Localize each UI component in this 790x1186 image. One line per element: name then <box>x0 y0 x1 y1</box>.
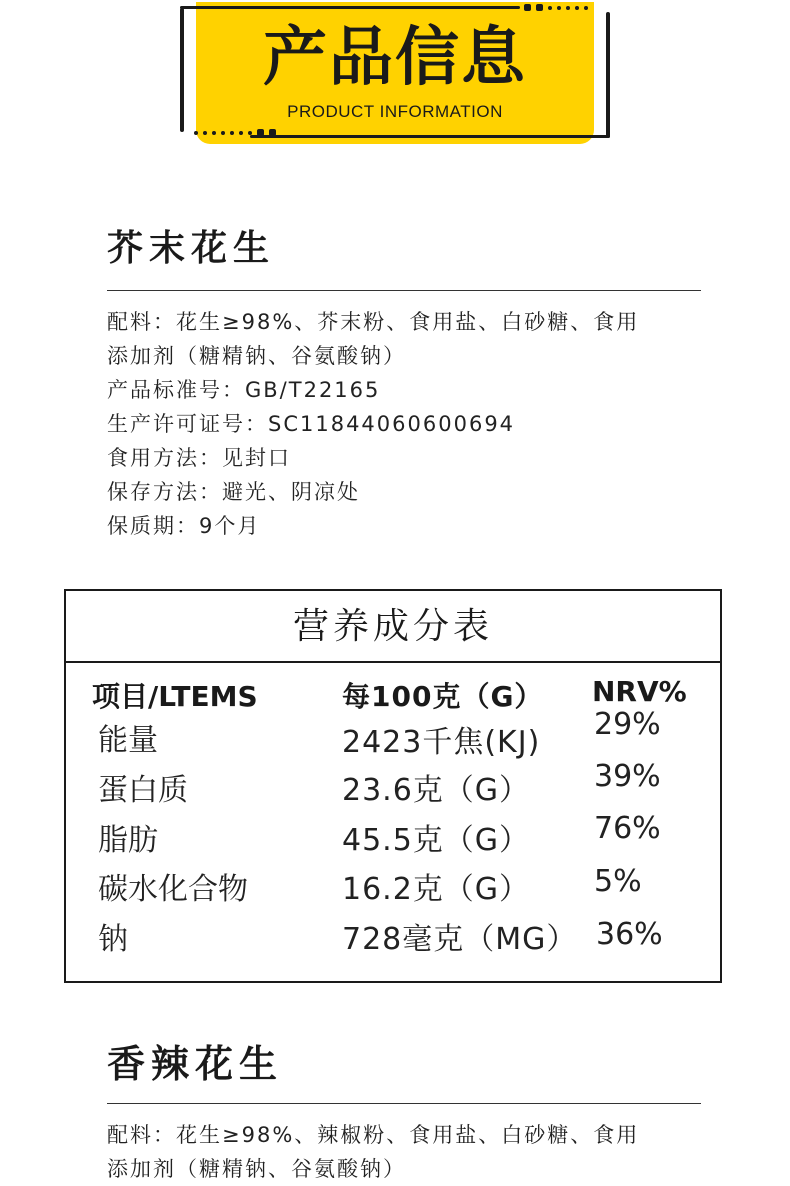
nutrition-row-carbs <box>66 864 720 908</box>
nutrition-row-fat <box>66 811 720 859</box>
info-ingredients-line2: 添加剂（糖精钠、谷氨酸钠） <box>107 1157 406 1181</box>
header-badge <box>180 0 610 150</box>
nutrition-row-sodium <box>66 914 720 958</box>
row-amount: 45.5克（G） <box>342 823 531 858</box>
page-title: 产品信息 <box>263 21 527 95</box>
header-per-100g: 每100克（G） <box>342 680 544 713</box>
row-item: 钠 <box>98 922 128 957</box>
page-subtitle: PRODUCT INFORMATION <box>287 102 503 121</box>
header-nrv: NRV% <box>592 675 687 708</box>
info-license: 生产许可证号：SC11844060600694 <box>107 412 516 436</box>
row-item: 蛋白质 <box>98 773 188 808</box>
nutrition-table <box>64 589 722 983</box>
product-info <box>107 305 701 543</box>
product-info <box>107 1118 701 1186</box>
info-ingredients-line2: 添加剂（糖精钠、谷氨酸钠） <box>107 344 406 368</box>
row-nrv: 29% <box>594 707 661 742</box>
header-item: 项目/LTEMS <box>92 680 258 713</box>
product-name: 芥末花生 <box>107 228 276 269</box>
nutrition-row-protein <box>66 759 720 809</box>
row-item: 脂肪 <box>98 823 158 858</box>
row-amount: 16.2克（G） <box>342 872 531 907</box>
nutrition-table-title: 营养成分表 <box>66 591 720 663</box>
info-standard: 产品标准号：GB/T22165 <box>107 378 381 402</box>
row-nrv: 39% <box>594 759 661 794</box>
info-ingredients-line1: 配料：花生≥98%、芥末粉、食用盐、白砂糖、食用 <box>107 310 640 334</box>
badge-frame-bottom <box>250 135 610 138</box>
product-name: 香辣花生 <box>107 1042 284 1086</box>
badge-dots-bottom <box>194 129 276 136</box>
info-ingredients-line1: 配料：花生≥98%、辣椒粉、食用盐、白砂糖、食用 <box>107 1123 640 1147</box>
product-section-mustard <box>107 226 701 543</box>
info-shelf-life: 保质期：9个月 <box>107 514 261 538</box>
row-item: 碳水化合物 <box>98 872 248 907</box>
row-amount: 23.6克（G） <box>342 773 531 808</box>
nutrition-table-header <box>66 675 720 711</box>
product-section-spicy <box>107 1041 701 1186</box>
divider <box>107 290 701 291</box>
row-amount: 728毫克（MG） <box>342 922 578 957</box>
row-amount: 2423千焦(KJ) <box>342 725 541 760</box>
nutrition-row-energy <box>66 707 720 760</box>
row-nrv: 76% <box>594 811 661 846</box>
divider <box>107 1103 701 1104</box>
row-item: 能量 <box>98 723 158 758</box>
info-storage: 保存方法：避光、阴凉处 <box>107 480 360 504</box>
row-nrv: 5% <box>594 864 642 899</box>
badge-dots-top <box>524 4 588 11</box>
info-usage: 食用方法：见封口 <box>107 446 291 470</box>
row-nrv: 36% <box>596 917 663 952</box>
badge-frame-top <box>180 6 520 9</box>
